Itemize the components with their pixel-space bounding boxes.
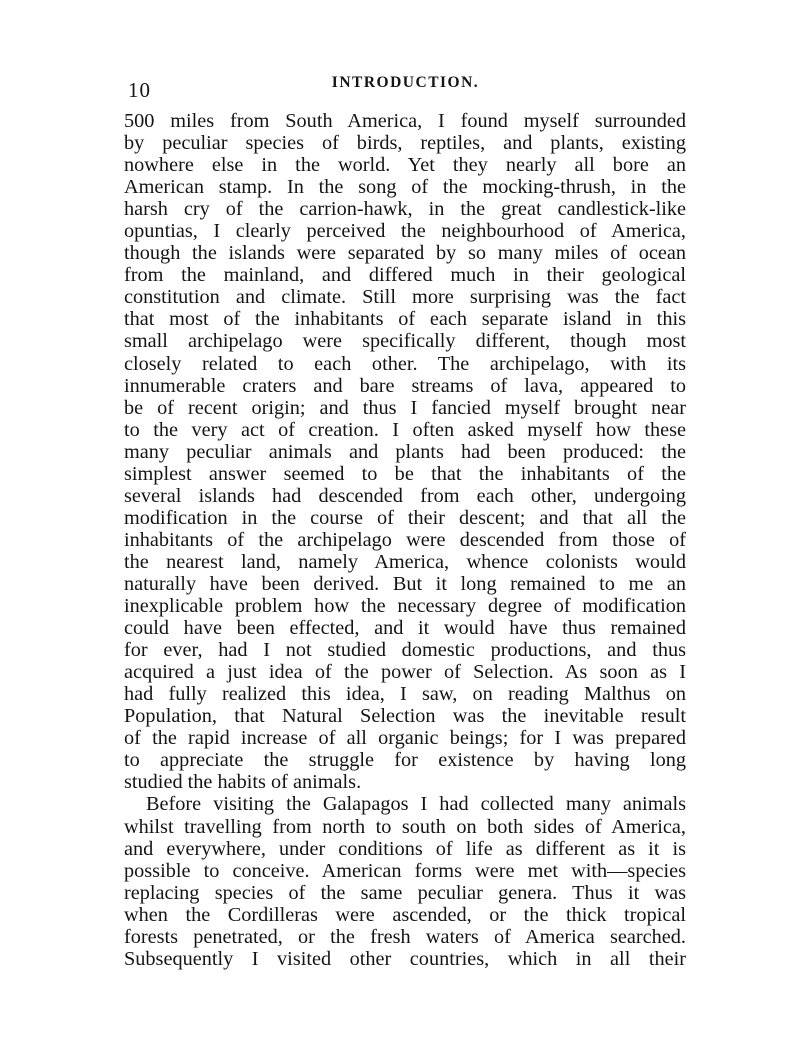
text-line: that most of the inhabitants of each separate island in this [124,308,686,331]
text-line: simplest answer seemed to be that the inhabitants of the [124,462,686,485]
page-number: 10 [128,78,151,102]
text-line: studied the habits of animals. [124,771,362,794]
text-line: though the islands were separated by so many miles of ocean [124,242,686,265]
text-line: innumerable craters and bare streams of lava, appeared to [124,374,686,397]
paragraph [124,793,686,969]
body-text [124,110,686,970]
text-line: to appreciate the struggle for existence by having long [124,749,686,772]
text-line: inhabitants of the archipelago were descended from those of [124,528,686,551]
text-line: by peculiar species of birds, reptiles, and plants, existing [124,132,686,155]
text-line: the nearest land, namely America, whence colonists would [124,550,686,573]
text-line: had fully realized this idea, I saw, on reading Malthus on [124,683,686,706]
text-line: for ever, had I not studied domestic productions, and thus [124,639,686,662]
text-line: and everywhere, under conditions of life as different as it is [124,837,686,860]
text-line: opuntias, I clearly perceived the neighbourhood of America, [124,220,686,243]
text-line: inexplicable problem how the necessary degree of modification [124,595,686,618]
page-header [128,74,683,104]
text-line: Population, that Natural Selection was the inevitable result [124,705,686,728]
text-line: small archipelago were specifically different, though most [124,330,686,353]
text-line: many peculiar animals and plants had been produced: the [124,440,686,463]
text-line: forests penetrated, or the fresh waters of America searched. [124,925,686,948]
text-line: whilst travelling from north to south on both sides of America, [124,815,686,838]
text-line: closely related to each other. The archipelago, with its [124,352,686,375]
text-line: several islands had descended from each other, undergoing [124,484,686,507]
text-line: when the Cordilleras were ascended, or the thick tropical [124,903,686,926]
text-line: constitution and climate. Still more surprising was the fact [124,286,686,309]
text-line: be of recent origin; and thus I fancied myself brought near [124,396,686,419]
text-line: Before visiting the Galapagos I had collected many animals [146,793,686,816]
text-line: replacing species of the same peculiar genera. Thus it was [124,881,686,904]
text-line: from the mainland, and differed much in their geological [124,264,686,287]
text-line: nowhere else in the world. Yet they nearly all bore an [124,154,686,177]
text-line: possible to conceive. American forms were met with—species [124,859,686,882]
running-head: INTRODUCTION. [331,74,480,91]
text-line: of the rapid increase of all organic beings; for I was prepared [124,727,686,750]
text-line: naturally have been derived. But it long remained to me an [124,572,686,595]
text-line: acquired a just idea of the power of Selection. As soon as I [124,661,686,684]
text-line: harsh cry of the carrion-hawk, in the great candlestick-like [124,198,686,221]
text-line: 500 miles from South America, I found myself surrounded [124,110,686,132]
paragraph [124,110,686,793]
text-line: Subsequently I visited other countries, which in all their [124,947,686,970]
text-line: modification in the course of their descent; and that all the [124,506,686,529]
text-line: could have been effected, and it would have thus remained [124,617,686,640]
text-line: American stamp. In the song of the mocking-thrush, in the [124,176,686,199]
text-line: to the very act of creation. I often asked myself how these [124,418,686,441]
